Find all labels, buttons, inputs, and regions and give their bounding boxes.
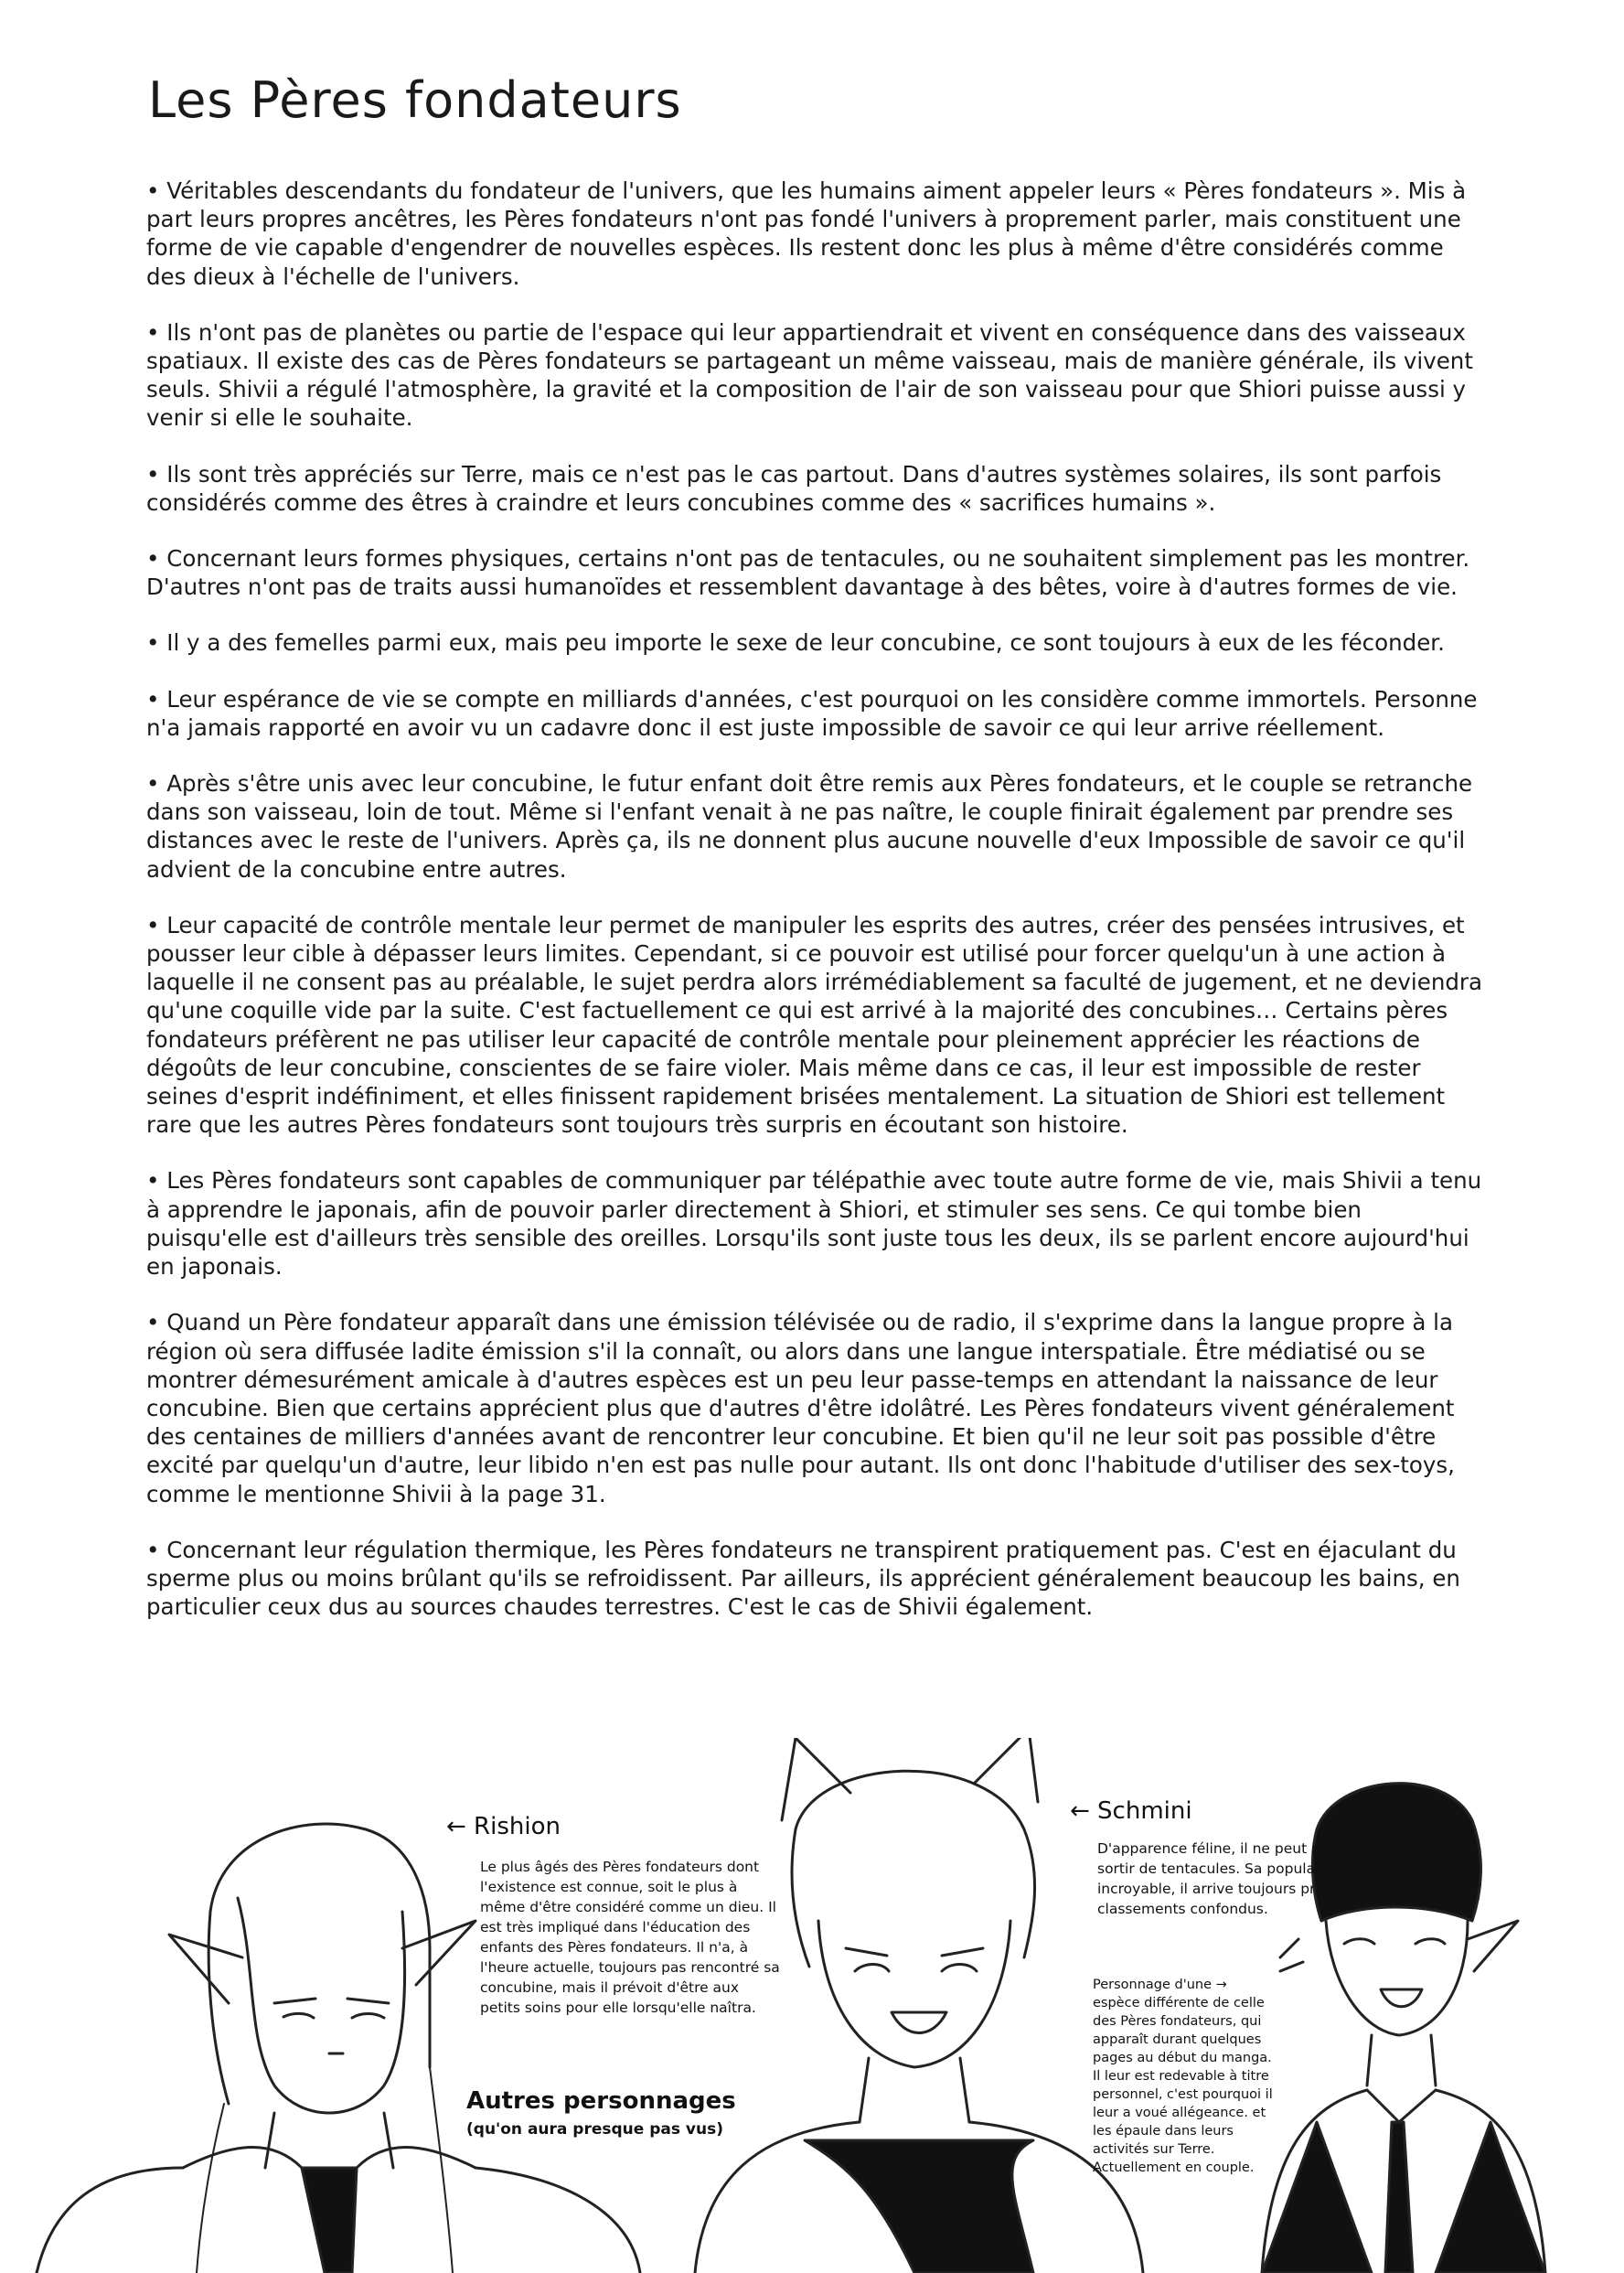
others-subtitle: (qu'on aura presque pas vus) <box>466 2120 723 2139</box>
rishion-description: Le plus âgés des Pères fondateurs dont l'existence est connue, soit le plus à même d'être considéré comme un dieu. Il est très impliqué dans l'éducation des enfants des Pères fondateurs. Il n'a, à l'heure actuelle, toujours pas rencontré sa concubine, mais il prévoit d'être aux petits soins pour elle lorsqu'elle naîtra. <box>480 1859 780 2016</box>
schmini-description: D'apparence féline, il ne peut pratiquement pas sortir de tentacules. Sa popularité sur Terre est incroyable, il arrive toujours premier tous classements confondus. <box>1097 1840 1438 1917</box>
character-illustration <box>0 1738 1624 2273</box>
paragraph: • Concernant leur régulation thermique, les Pères fondateurs ne transpirent pratiquement pas. C'est en éjaculant du sperme plus ou moins brûlant qu'ils se refroidissent. Par ailleurs, ils apprécient généralement beaucoup les bains, en particulier ceux dus au sources chaudes terrestres. C'est le cas de Shivii également. <box>146 1536 1460 1621</box>
others-title: Autres personnages <box>466 2087 736 2115</box>
paragraph: • Quand un Père fondateur apparaît dans une émission télévisée ou de radio, il s'exprime dans la langue propre à la région où sera diffusée ladite émission s'il la connaît, ou alors dans une langue interspatiale. Être médiatisé ou se montrer démesurément amicale à d'autres espèces est un peu leur passe-temps en attendant la naissance de leur concubine. Bien que certains apprécient plus que d'autres d'être idolâtré. Les Pères fondateurs vivent généralement des centaines de milliers d'années avant de rencontrer leur concubine. Et bien qu'il ne leur soit pas possible d'être excité par quelqu'un d'autre, leur libido n'en est pas nulle pour autant. Ils ont donc l'habitude d'utiliser des sex-toys, comme le mentionne Shivii à la page 31. <box>146 1309 1455 1507</box>
paragraph: • Il y a des femelles parmi eux, mais peu importe le sexe de leur concubine, ce sont toujours à eux de les féconder. <box>146 629 1445 657</box>
schmini-name: ← Schmini <box>1070 1797 1192 1825</box>
paragraph: • Ils sont très appréciés sur Terre, mais ce n'est pas le cas partout. Dans d'autres systèmes solaires, ils sont parfois considérés comme des êtres à craindre et leurs concubines comme des « sacrifices humains ». <box>146 460 1442 516</box>
paragraph: • Leur espérance de vie se compte en milliards d'années, c'est pourquoi on les considère comme immortels. Personne n'a jamais rapporté en avoir vu un cadavre donc il est juste impossible de savoir ce qui leur arrive réellement. <box>146 685 1478 741</box>
rishion-name: ← Rishion <box>446 1813 561 1840</box>
paragraph: • Après s'être unis avec leur concubine, le futur enfant doit être remis aux Pères fondateurs, et le couple se retranche dans son vaisseau, loin de tout. Même si l'enfant venait à ne pas naître, le couple finirait également par prendre ses distances avec le reste de l'univers. Après ça, ils ne donnent plus aucune nouvelle d'eux Impossible de savoir ce qu'il advient de la concubine entre autres. <box>146 770 1473 883</box>
paragraph: • Leur capacité de contrôle mentale leur permet de manipuler les esprits des autres, créer des pensées intrusives, et pousser leur cible à dépasser leurs limites. Cependant, si ce pouvoir est utilisé pour forcer quelqu'un à une action à laquelle il ne consent pas au préalable, le sujet perdra alors irrémédiablement sa faculté de jugement, et ne deviendra qu'une coquille vide par la suite. C'est factuellement ce qui est arrivé à la majorité des concubines… Certains pères fondateurs préfèrent ne pas utiliser leur capacité de contrôle mentale pour pleinement apprécier les réactions de dégoûts de leur concubine, conscientes de se faire violer. Mais même dans ce cas, il leur est impossible de rester seines d'esprit indéfiniment, et elles finissent rapidement brisées mentalement. La situation de Shiori est tellement rare que les autres Pères fondateurs sont toujours très surpris en écoutant son histoire. <box>146 911 1482 1139</box>
paragraph: • Les Pères fondateurs sont capables de communiquer par télépathie avec toute autre forme de vie, mais Shivii a tenu à apprendre le japonais, afin de pouvoir parler directement à Shiori, et stimuler ses sens. Ce qui tombe bien puisqu'elle est d'ailleurs très sensible des oreilles. Lorsqu'ils sont juste tous les deux, ils se parlent encore aujourd'hui en japonais. <box>146 1167 1482 1281</box>
other-character-description: Personnage d'une → espèce différente de celle des Pères fondateurs, qui apparaît durant quelques pages au début du manga. Il leur est redevable à titre personnel, c'est pourquoi il leur a voué allégeance. et les épaule dans leurs activités sur Terre. Actuellement en couple. <box>1093 1978 1273 2175</box>
paragraph: • Concernant leurs formes physiques, certains n'ont pas de tentacules, ou ne souhaitent simplement pas les montrer. D'autres n'ont pas de traits aussi humanoïdes et ressemblent davantage à des bêtes, voire à d'autres formes de vie. <box>146 545 1470 601</box>
page-title: Les Pères fondateurs <box>148 71 682 129</box>
paragraph: • Véritables descendants du fondateur de l'univers, que les humains aiment appeler leurs « Pères fondateurs ». Mis à part leurs propres ancêtres, les Pères fondateurs n'ont pas fondé l'univers à proprement parler, mais constituent une forme de vie capable d'engendrer de nouvelles espèces. Ils restent donc les plus à même d'être considérés comme des dieux à l'échelle de l'univers. <box>146 177 1467 290</box>
body-text <box>146 177 1483 1648</box>
paragraph: • Ils n'ont pas de planètes ou partie de l'espace qui leur appartiendrait et vivent en conséquence dans des vaisseaux spatiaux. Il existe des cas de Pères fondateurs se partageant un même vaisseau, mais de manière générale, ils vivent seuls. Shivii a régulé l'atmosphère, la gravité et la composition de l'air de son vaisseau pour que Shiori puisse aussi y venir si elle le souhaite. <box>146 318 1473 432</box>
